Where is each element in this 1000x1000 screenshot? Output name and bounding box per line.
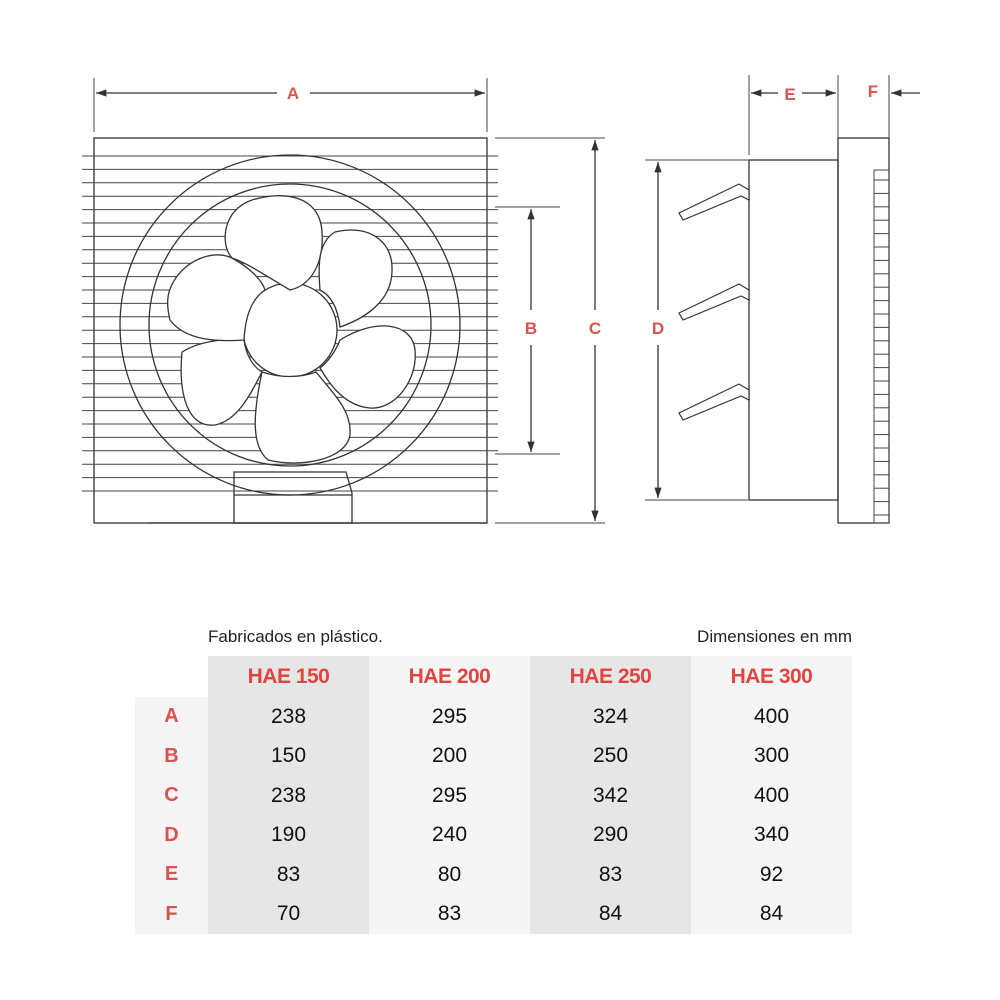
table-cell: 295 xyxy=(369,697,530,737)
table-cell: 300 xyxy=(691,737,852,777)
table-cell: 324 xyxy=(530,697,691,737)
table-cell: 250 xyxy=(530,737,691,777)
table-cell: 83 xyxy=(530,855,691,895)
row-label: E xyxy=(135,855,208,895)
material-caption: Fabricados en plástico. xyxy=(208,627,383,646)
model-header: HAE 200 xyxy=(369,656,530,697)
row-label: C xyxy=(135,776,208,816)
mounting-clips xyxy=(679,184,749,420)
row-label: F xyxy=(135,895,208,935)
row-label: B xyxy=(135,737,208,777)
front-panel-side xyxy=(838,138,889,523)
table-cell: 290 xyxy=(530,816,691,856)
table-cell: 80 xyxy=(369,855,530,895)
table-cell: 83 xyxy=(369,895,530,935)
table-cell: 84 xyxy=(530,895,691,935)
dim-label-e: E xyxy=(784,85,796,104)
table-cell: 92 xyxy=(691,855,852,895)
table-cell: 238 xyxy=(208,776,369,816)
dimensions-table xyxy=(135,656,852,934)
dim-label-c: C xyxy=(588,319,602,338)
model-header: HAE 300 xyxy=(691,656,852,697)
table-row xyxy=(135,816,852,856)
table-cell: 83 xyxy=(208,855,369,895)
dim-label-a: A xyxy=(286,84,300,103)
table-cell: 240 xyxy=(369,816,530,856)
table-row xyxy=(135,895,852,935)
dim-label-f: F xyxy=(867,82,879,101)
table-cell: 200 xyxy=(369,737,530,777)
model-header: HAE 150 xyxy=(208,656,369,697)
table-cell: 238 xyxy=(208,697,369,737)
table-row xyxy=(135,855,852,895)
table-cell: 150 xyxy=(208,737,369,777)
table-cell: 400 xyxy=(691,697,852,737)
table-row xyxy=(135,776,852,816)
row-label: D xyxy=(135,816,208,856)
front-view xyxy=(82,78,605,523)
side-view xyxy=(645,75,920,523)
table-cell: 84 xyxy=(691,895,852,935)
row-label: A xyxy=(135,697,208,737)
side-louvres xyxy=(874,180,889,515)
table-cell: 340 xyxy=(691,816,852,856)
dim-label-d: D xyxy=(651,319,665,338)
model-header: HAE 250 xyxy=(530,656,691,697)
table-cell: 342 xyxy=(530,776,691,816)
table-corner xyxy=(135,656,208,697)
units-caption: Dimensiones en mm xyxy=(697,627,852,646)
table-cell: 70 xyxy=(208,895,369,935)
dim-label-b: B xyxy=(524,319,538,338)
table-cell: 190 xyxy=(208,816,369,856)
table-header-row xyxy=(135,656,852,697)
table-cell: 295 xyxy=(369,776,530,816)
fan-base xyxy=(234,472,352,523)
fan-body-side xyxy=(749,160,838,500)
table-cell: 400 xyxy=(691,776,852,816)
table-row xyxy=(135,697,852,737)
table-row xyxy=(135,737,852,777)
